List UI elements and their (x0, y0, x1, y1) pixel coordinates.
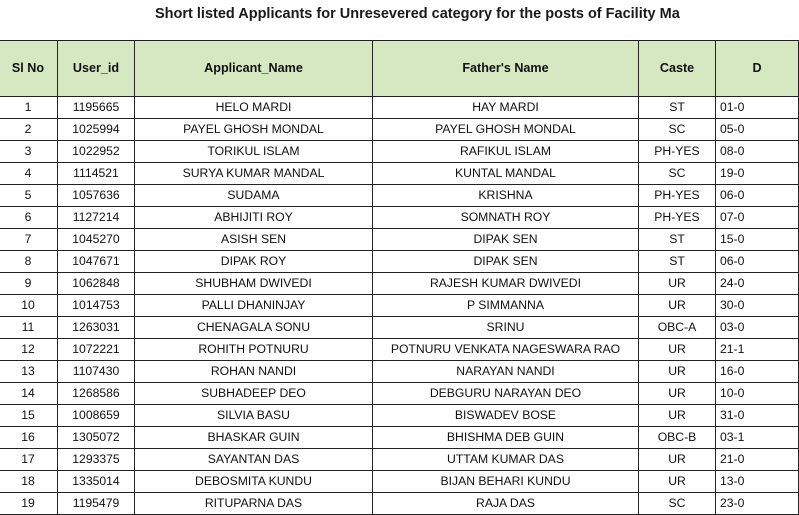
date-cell: 01-0 (716, 97, 799, 119)
user-id-cell: 1047671 (58, 251, 135, 273)
user-id-cell: 1195665 (58, 97, 135, 119)
applicant-name-cell: PAYEL GHOSH MONDAL (135, 119, 373, 141)
user-id-cell: 1045270 (58, 229, 135, 251)
sl-no-cell: 18 (0, 471, 58, 493)
applicant-name-cell: SAYANTAN DAS (135, 449, 373, 471)
user-id-cell: 1305072 (58, 427, 135, 449)
applicants-table (0, 40, 799, 515)
applicant-name-cell: ASISH SEN (135, 229, 373, 251)
applicant-name-cell: BHASKAR GUIN (135, 427, 373, 449)
caste-cell: UR (639, 383, 716, 405)
table-row (0, 449, 799, 471)
applicant-name-cell: DEBOSMITA KUNDU (135, 471, 373, 493)
caste-cell: UR (639, 361, 716, 383)
user-id-cell: 1263031 (58, 317, 135, 339)
date-cell: 06-0 (716, 185, 799, 207)
fathers-name-cell: KRISHNA (373, 185, 639, 207)
caste-cell: UR (639, 449, 716, 471)
date-cell: 13-0 (716, 471, 799, 493)
table-row (0, 317, 799, 339)
applicant-name-cell: SURYA KUMAR MANDAL (135, 163, 373, 185)
document-title: Short listed Applicants for Unresevered category for the posts of Facility Ma (155, 6, 680, 22)
fathers-name-cell: P SIMMANNA (373, 295, 639, 317)
caste-cell: ST (639, 229, 716, 251)
date-cell: 03-0 (716, 317, 799, 339)
sl-no-cell: 15 (0, 405, 58, 427)
fathers-name-cell: RAJA DAS (373, 493, 639, 515)
fathers-name-cell: SRINU (373, 317, 639, 339)
sl-no-cell: 19 (0, 493, 58, 515)
sl-no-cell: 17 (0, 449, 58, 471)
table-row (0, 273, 799, 295)
sl-no-cell: 14 (0, 383, 58, 405)
applicant-name-cell: SILVIA BASU (135, 405, 373, 427)
user-id-cell: 1014753 (58, 295, 135, 317)
user-id-cell: 1195479 (58, 493, 135, 515)
caste-cell: PH-YES (639, 185, 716, 207)
fathers-name-cell: KUNTAL MANDAL (373, 163, 639, 185)
caste-cell: UR (639, 405, 716, 427)
table-row (0, 493, 799, 515)
table-row (0, 339, 799, 361)
caste-cell: SC (639, 119, 716, 141)
caste-cell: UR (639, 339, 716, 361)
fathers-name-cell: HAY MARDI (373, 97, 639, 119)
applicant-name-cell: SUDAMA (135, 185, 373, 207)
user-id-cell: 1025994 (58, 119, 135, 141)
fathers-name-cell: RAJESH KUMAR DWIVEDI (373, 273, 639, 295)
fathers-name-cell: BHISHMA DEB GUIN (373, 427, 639, 449)
date-cell: 21-0 (716, 449, 799, 471)
date-cell: 06-0 (716, 251, 799, 273)
date-cell: 07-0 (716, 207, 799, 229)
table-header-row (0, 41, 799, 97)
table-row (0, 163, 799, 185)
applicant-name-cell: PALLI DHANINJAY (135, 295, 373, 317)
date-cell: 31-0 (716, 405, 799, 427)
sl-no-cell: 5 (0, 185, 58, 207)
sl-no-cell: 10 (0, 295, 58, 317)
caste-cell: UR (639, 471, 716, 493)
date-cell: 05-0 (716, 119, 799, 141)
caste-cell: UR (639, 273, 716, 295)
table-row (0, 427, 799, 449)
fathers-name-cell: SOMNATH ROY (373, 207, 639, 229)
fathers-name-cell: NARAYAN NANDI (373, 361, 639, 383)
applicant-name-cell: ABHIJITI ROY (135, 207, 373, 229)
applicant-name-cell: SHUBHAM DWIVEDI (135, 273, 373, 295)
user-id-cell: 1335014 (58, 471, 135, 493)
user-id-cell: 1127214 (58, 207, 135, 229)
fathers-name-cell: RAFIKUL ISLAM (373, 141, 639, 163)
fathers-name-cell: PAYEL GHOSH MONDAL (373, 119, 639, 141)
caste-cell: PH-YES (639, 141, 716, 163)
date-cell: 03-1 (716, 427, 799, 449)
applicant-name-cell: CHENAGALA SONU (135, 317, 373, 339)
header-applicant-name: Applicant_Name (135, 41, 373, 97)
date-cell: 16-0 (716, 361, 799, 383)
date-cell: 19-0 (716, 163, 799, 185)
caste-cell: SC (639, 493, 716, 515)
table-row (0, 185, 799, 207)
sl-no-cell: 13 (0, 361, 58, 383)
header-fathers-name: Father's Name (373, 41, 639, 97)
fathers-name-cell: DEBGURU NARAYAN DEO (373, 383, 639, 405)
sl-no-cell: 2 (0, 119, 58, 141)
user-id-cell: 1062848 (58, 273, 135, 295)
sl-no-cell: 4 (0, 163, 58, 185)
applicant-name-cell: ROHAN NANDI (135, 361, 373, 383)
caste-cell: ST (639, 251, 716, 273)
table-row (0, 383, 799, 405)
date-cell: 24-0 (716, 273, 799, 295)
caste-cell: ST (639, 97, 716, 119)
date-cell: 10-0 (716, 383, 799, 405)
caste-cell: OBC-A (639, 317, 716, 339)
header-caste: Caste (639, 41, 716, 97)
user-id-cell: 1008659 (58, 405, 135, 427)
date-cell: 21-1 (716, 339, 799, 361)
sl-no-cell: 11 (0, 317, 58, 339)
sl-no-cell: 1 (0, 97, 58, 119)
user-id-cell: 1022952 (58, 141, 135, 163)
applicant-name-cell: DIPAK ROY (135, 251, 373, 273)
fathers-name-cell: BIJAN BEHARI KUNDU (373, 471, 639, 493)
applicant-name-cell: HELO MARDI (135, 97, 373, 119)
fathers-name-cell: BISWADEV BOSE (373, 405, 639, 427)
table-row (0, 405, 799, 427)
sl-no-cell: 7 (0, 229, 58, 251)
sl-no-cell: 6 (0, 207, 58, 229)
caste-cell: UR (639, 295, 716, 317)
user-id-cell: 1072221 (58, 339, 135, 361)
table-row (0, 141, 799, 163)
table-row (0, 229, 799, 251)
caste-cell: OBC-B (639, 427, 716, 449)
user-id-cell: 1107430 (58, 361, 135, 383)
sl-no-cell: 16 (0, 427, 58, 449)
table-row (0, 295, 799, 317)
table-row (0, 119, 799, 141)
table-row (0, 251, 799, 273)
date-cell: 15-0 (716, 229, 799, 251)
fathers-name-cell: DIPAK SEN (373, 229, 639, 251)
caste-cell: SC (639, 163, 716, 185)
header-user-id: User_id (58, 41, 135, 97)
fathers-name-cell: DIPAK SEN (373, 251, 639, 273)
fathers-name-cell: UTTAM KUMAR DAS (373, 449, 639, 471)
table-row (0, 361, 799, 383)
table-row (0, 207, 799, 229)
date-cell: 30-0 (716, 295, 799, 317)
caste-cell: PH-YES (639, 207, 716, 229)
applicant-name-cell: ROHITH POTNURU (135, 339, 373, 361)
sl-no-cell: 3 (0, 141, 58, 163)
fathers-name-cell: POTNURU VENKATA NAGESWARA RAO (373, 339, 639, 361)
sl-no-cell: 9 (0, 273, 58, 295)
applicant-name-cell: RITUPARNA DAS (135, 493, 373, 515)
user-id-cell: 1268586 (58, 383, 135, 405)
table-row (0, 471, 799, 493)
header-sl-no: Sl No (0, 41, 58, 97)
date-cell: 08-0 (716, 141, 799, 163)
sl-no-cell: 8 (0, 251, 58, 273)
table-row (0, 97, 799, 119)
table-body (0, 97, 799, 515)
sl-no-cell: 12 (0, 339, 58, 361)
date-cell: 23-0 (716, 493, 799, 515)
user-id-cell: 1114521 (58, 163, 135, 185)
applicant-name-cell: TORIKUL ISLAM (135, 141, 373, 163)
applicant-name-cell: SUBHADEEP DEO (135, 383, 373, 405)
header-date: D (716, 41, 799, 97)
user-id-cell: 1057636 (58, 185, 135, 207)
user-id-cell: 1293375 (58, 449, 135, 471)
